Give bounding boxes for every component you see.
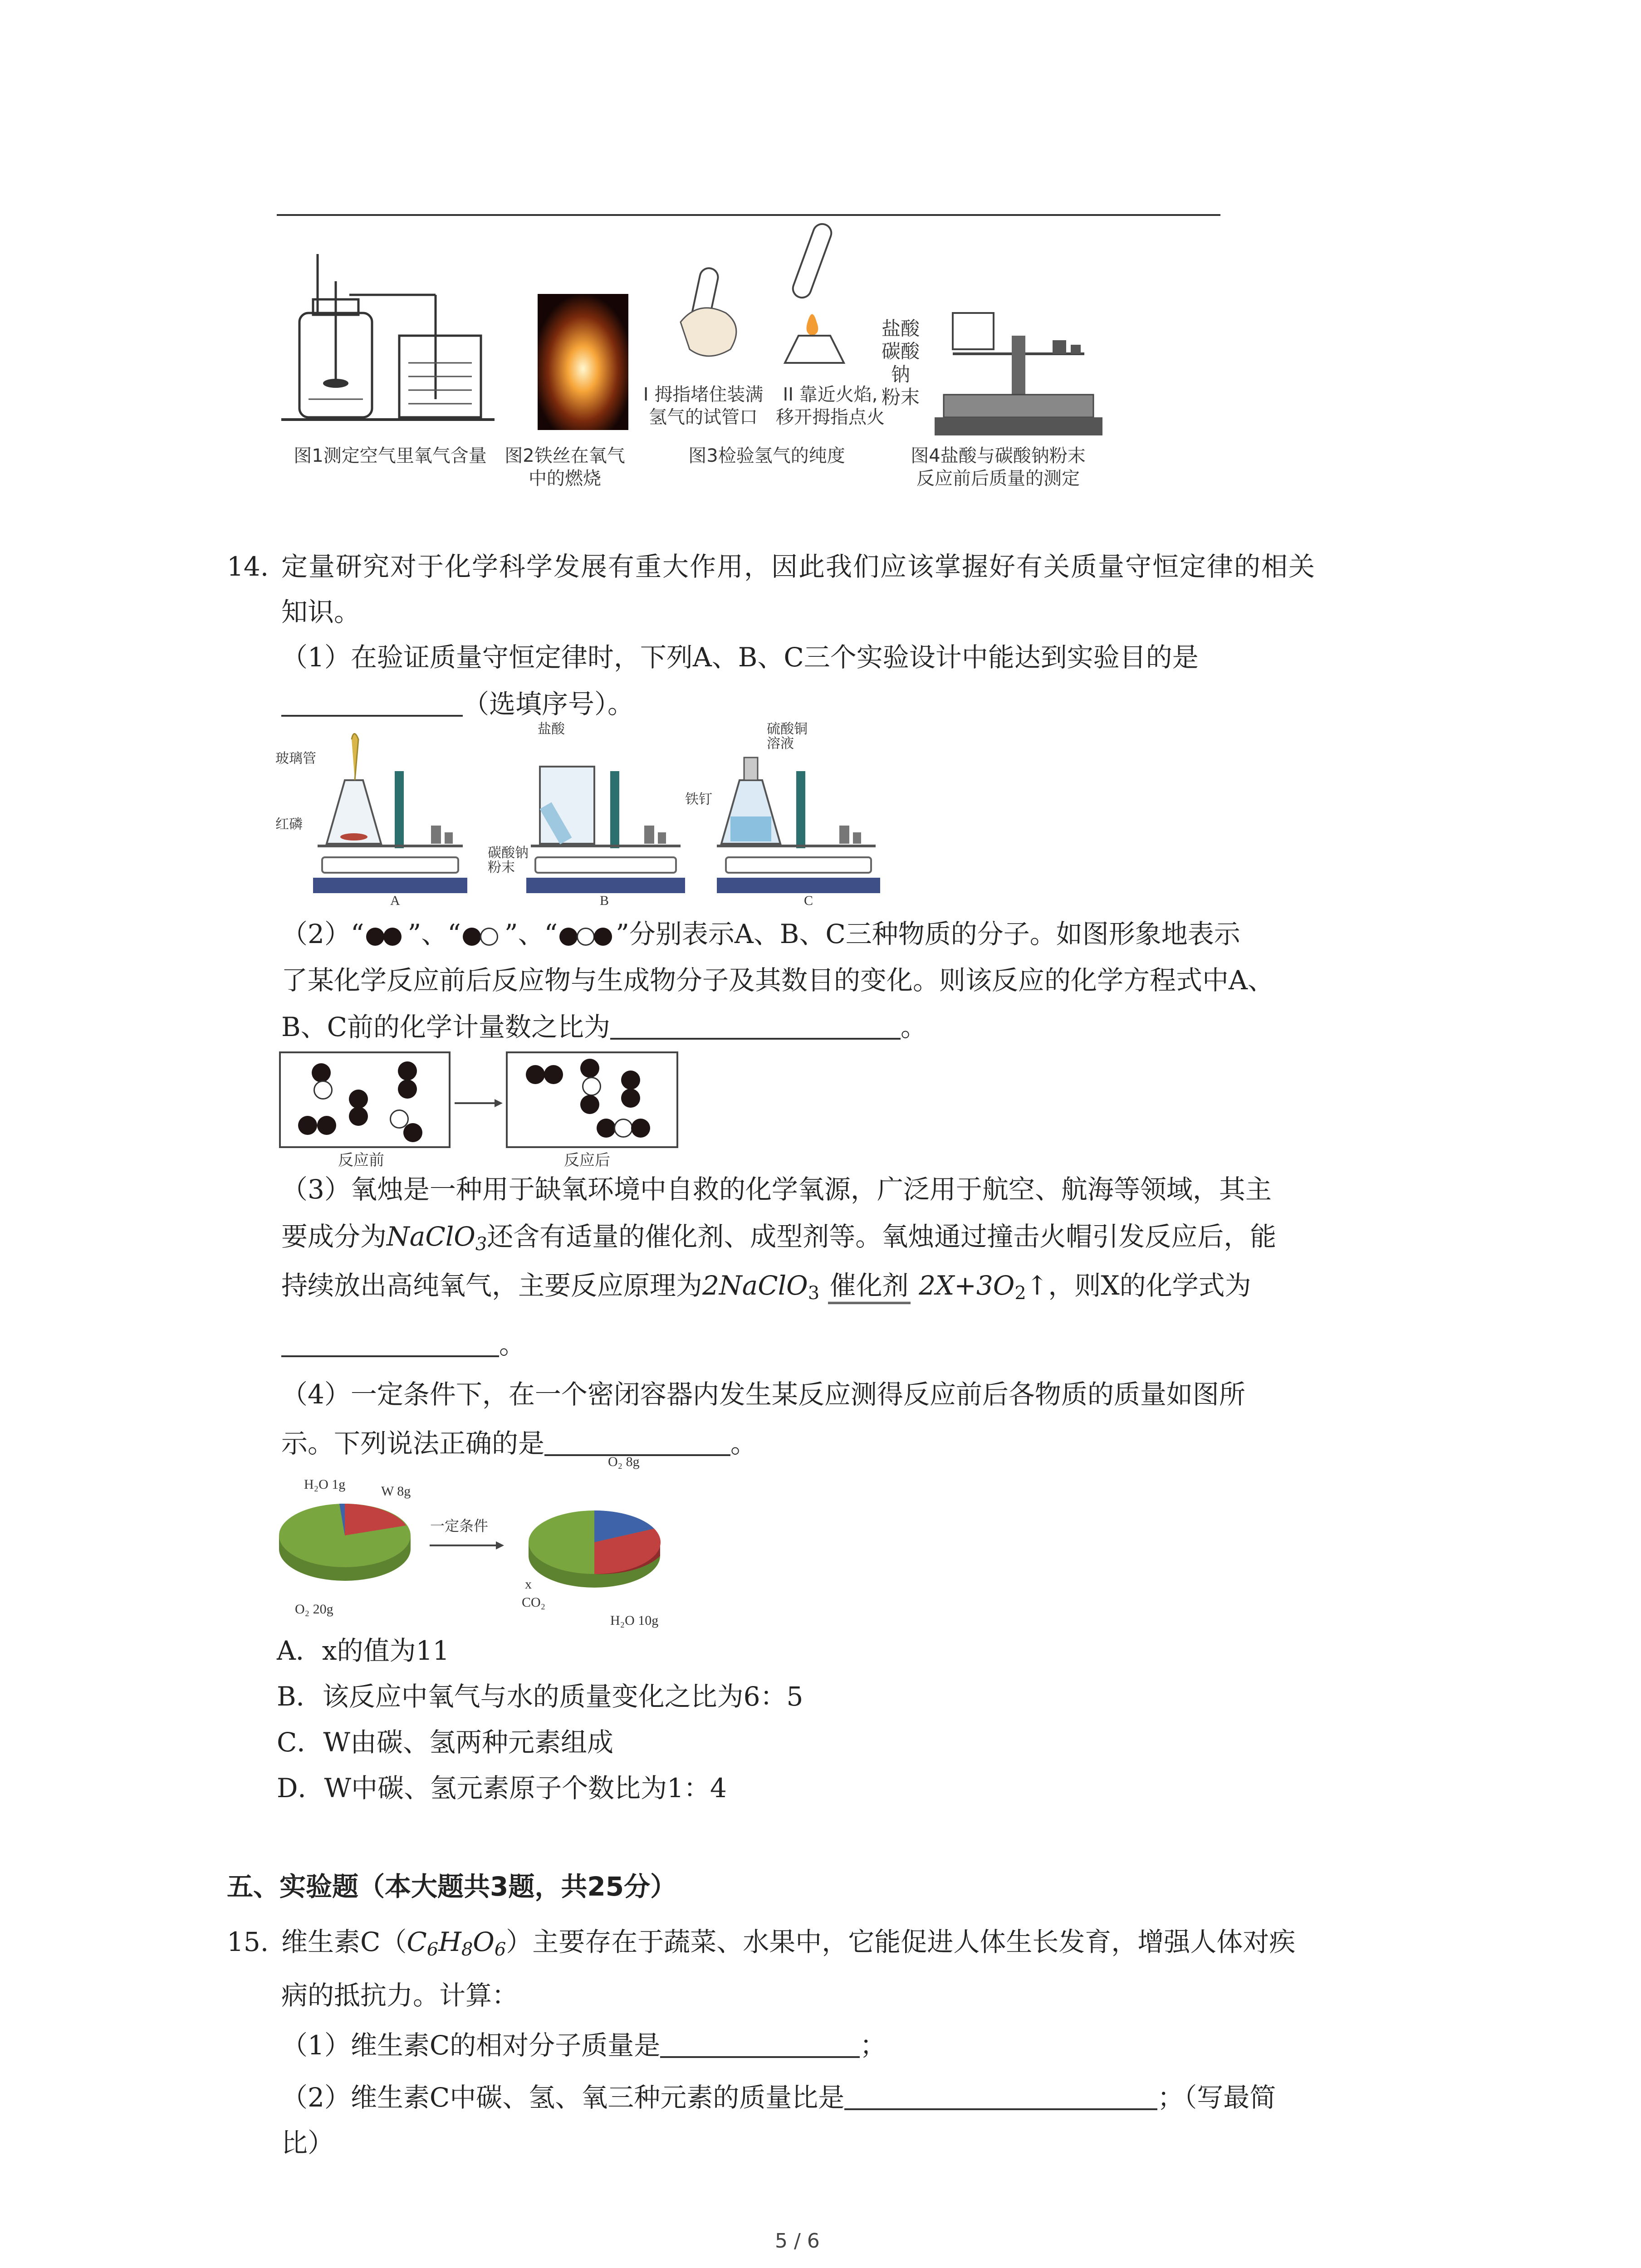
- pie-arrow: [429, 1540, 506, 1551]
- q15-part2-blank[interactable]: [844, 2086, 1157, 2110]
- q15-stem-line1: 维生素$C(C_6H_8O_6)$主要存在于蔬菜、水果中，它能促进人体生长发育，增强人体对疾: [281, 1926, 1296, 1960]
- after-label: 反应后: [564, 1151, 610, 1169]
- reaction-arrow: [454, 1098, 504, 1109]
- q14-part3-line1: （3）氧烛是一种用于缺氧环境中自救的化学氧源，广泛用于航空、航海等领域，其主: [281, 1174, 1272, 1205]
- molecule-a-icon: [364, 926, 408, 946]
- pie-after: [526, 1506, 662, 1597]
- label-b: B: [600, 893, 609, 908]
- q15-part2: （2）维生素C中碳、氢、氧三种元素的质量比是 ；（写最简: [281, 2082, 1276, 2113]
- before-label: 反应前: [338, 1151, 384, 1169]
- molecule-b-icon: [461, 926, 505, 946]
- fig1-caption: 图1测定空气里氧气含量: [294, 445, 487, 466]
- balance-c: [712, 726, 885, 898]
- pie-after-label-co2: CO₂: [522, 1595, 546, 1610]
- molecule-c-icon: [558, 926, 616, 946]
- q15-stem-line2: 病的抵抗力。计算：: [281, 1980, 519, 2011]
- q15-part1-blank[interactable]: [660, 2033, 860, 2058]
- q14-part2-blank[interactable]: [610, 1015, 901, 1040]
- q14-part3-line2: 要成分为NaClO$_3$还含有适量的催化剂、成型剂等。氧烛通过撞击火帽引发反应后，能: [281, 1221, 1277, 1255]
- formula-vitamin-c: $C_6H_8O_6$: [407, 1926, 506, 1960]
- fig3-test-tube-sketch: [671, 218, 880, 386]
- fig1-apparatus: [281, 245, 499, 435]
- label-iron-nail: 铁钉: [685, 792, 712, 807]
- q14-part1-line2: （选填序号）。: [281, 689, 634, 720]
- label-red-phosphorus: 红磷: [275, 817, 303, 832]
- balance-a: [309, 726, 472, 898]
- q14-part3-line4: 。: [281, 1329, 525, 1361]
- pie-before: [277, 1499, 413, 1590]
- q15-number: 15.: [227, 1926, 269, 1957]
- q14-part3-line3: 持续放出高纯氧气，主要反应原理为2NaClO$_3$ 催化剂 $2X+3O_2↑$，则X的化学式为: [281, 1270, 1251, 1304]
- fig2-caption: 图2铁丝在氧气 中的燃烧: [505, 445, 625, 489]
- q14-part2-line1: （2）“ ”、“ ”、“ ”分别表示A、B、C三种物质的分子。如图形象地表示: [281, 919, 1240, 949]
- formula-naclo3: NaClO$_3$: [387, 1221, 487, 1255]
- q14-part4-blank[interactable]: [544, 1432, 730, 1456]
- q14-option-c: C．W由碳、氢两种元素组成: [277, 1727, 613, 1758]
- label-c: C: [804, 893, 813, 908]
- q14-part1-line1: （1）在验证质量守恒定律时，下列A、B、C三个实验设计中能达到实验目的是: [281, 642, 1199, 673]
- label-hcl: 盐酸: [538, 722, 565, 737]
- q14-stem-line2: 知识。: [281, 596, 361, 627]
- pie-after-label-h2o: H₂O 10g: [610, 1613, 659, 1628]
- q14-stem-line1: 定量研究对于化学科学发展有重大作用，因此我们应该掌握好有关质量守恒定律的相关: [281, 551, 1316, 582]
- label-glass-tube: 玻璃管: [275, 751, 316, 766]
- fig3-step2-text: II 靠近火焰, 移开拇指点火: [776, 384, 885, 428]
- reaction-after-box: [506, 1051, 678, 1148]
- q14-part2-line2: 了某化学反应前后反应物与生成物分子及其数目的变化。则该反应的化学方程式中A、: [281, 965, 1274, 996]
- q14-option-b: B．该反应中氧气与水的质量变化之比为6：5: [277, 1681, 803, 1712]
- fig2-burning-iron-photo: [538, 294, 628, 430]
- catalyst-condition: 催化剂: [828, 1270, 911, 1304]
- pie-before-label-o2: O₂ 20g: [295, 1602, 333, 1617]
- q14-part1-blank[interactable]: [281, 692, 463, 717]
- fig3-caption: 图3检验氢气的纯度: [688, 445, 845, 466]
- q14-part4-line2: 示。下列说法正确的是 。: [281, 1428, 757, 1459]
- q14-part2-line3: B、C前的化学计量数之比为 。: [281, 1012, 927, 1042]
- q14-option-a: A．x的值为11: [277, 1635, 450, 1666]
- label-na2co3: 碳酸钠 粉末: [488, 846, 529, 875]
- label-cuso4: 硫酸铜 溶液: [767, 722, 808, 751]
- balance-b: [522, 726, 690, 898]
- fig4-balance: [935, 308, 1102, 440]
- pie-after-label-x: x: [525, 1577, 532, 1592]
- pie-before-label-w: W 8g: [381, 1484, 411, 1499]
- q15-part1: （1）维生素C的相对分子质量是 ；: [281, 2030, 887, 2061]
- fig4-caption: 图4盐酸与碳酸钠粉末 反应前后质量的测定: [911, 445, 1086, 489]
- q14-option-d: D．W中碳、氢元素原子个数比为1：4: [277, 1773, 727, 1804]
- q15-part2-line2: 比）: [281, 2127, 334, 2158]
- pie-after-label-o2: O₂ 8g: [608, 1454, 640, 1469]
- pie-before-label-h2o: H₂O 1g: [304, 1477, 346, 1492]
- fig4-side-labels: 盐酸 碳酸钠 粉末: [881, 318, 920, 409]
- section-5-title: 五、实验题（本大题共3题，共25分）: [227, 1871, 677, 1902]
- reaction-before-box: [279, 1051, 451, 1148]
- pie-arrow-label: 一定条件: [430, 1517, 489, 1535]
- page-number: 5 / 6: [775, 2229, 820, 2253]
- q14-part4-line1: （4）一定条件下，在一个密闭容器内发生某反应测得反应前后各物质的质量如图所: [281, 1379, 1245, 1410]
- q14-number: 14.: [227, 551, 269, 582]
- top-rule: [277, 214, 1220, 216]
- fig3-step1-text: I 拇指堵住装满 氢气的试管口: [643, 384, 764, 428]
- label-a: A: [390, 893, 400, 908]
- q14-part3-blank[interactable]: [281, 1333, 499, 1357]
